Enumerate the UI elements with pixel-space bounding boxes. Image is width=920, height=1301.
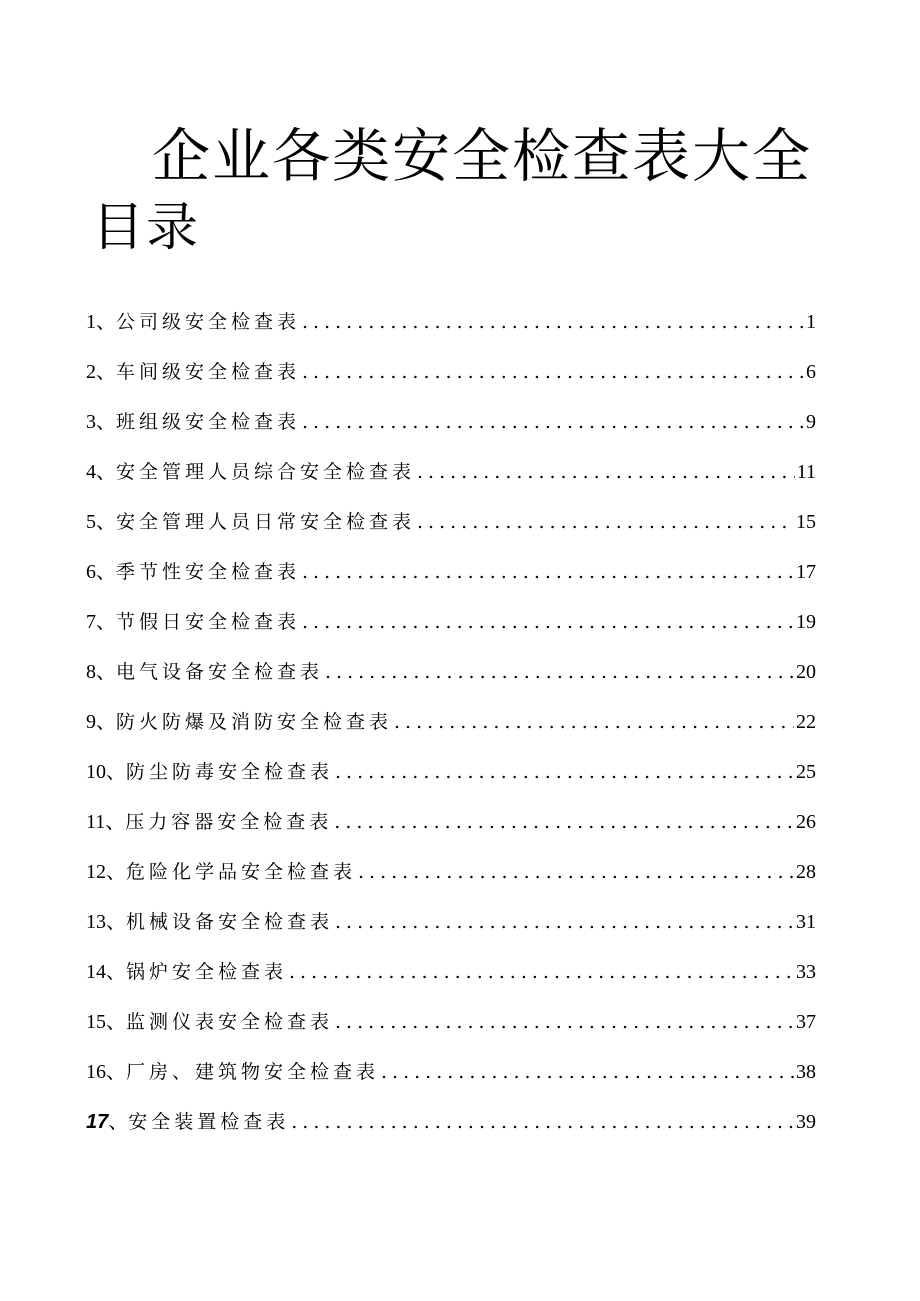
toc-dot-leader <box>302 307 804 337</box>
toc-dot-leader <box>289 957 794 987</box>
toc-entry-page: 33 <box>796 961 816 983</box>
toc-entry-title: 危险化学品安全检查表 <box>126 861 357 883</box>
toc-dot-leader <box>335 1007 794 1037</box>
toc-entry-10[interactable] <box>86 757 816 787</box>
toc-dot-leader <box>335 907 794 937</box>
toc-entry-page: 19 <box>796 611 816 633</box>
toc-entry-title: 安全管理人员日常安全检查表 <box>116 511 416 533</box>
toc-dot-leader <box>302 357 804 387</box>
toc-entry-title: 防尘防毒安全检查表 <box>126 761 334 783</box>
toc-entry-11[interactable] <box>86 807 816 837</box>
toc-entry-number: 16、 <box>86 1061 126 1083</box>
toc-dot-leader <box>334 807 794 837</box>
toc-entry-page: 11 <box>796 461 816 483</box>
toc-entry-13[interactable] <box>86 907 816 937</box>
toc-dot-leader <box>381 1057 794 1087</box>
toc-entry-7[interactable] <box>86 607 816 637</box>
toc-entry-page: 9 <box>806 411 816 433</box>
document-title: 企业各类安全检查表大全 <box>152 122 813 190</box>
toc-entry-number: 11、 <box>86 811 126 833</box>
toc-entry-page: 39 <box>796 1111 816 1133</box>
toc-entry-title: 电气设备安全检查表 <box>116 661 324 683</box>
toc-entry-page: 37 <box>796 1011 816 1033</box>
toc-dot-leader <box>417 457 795 487</box>
toc-entry-page: 6 <box>806 361 816 383</box>
toc-entry-number: 5、 <box>86 511 116 533</box>
toc-entry-17[interactable] <box>86 1107 816 1137</box>
toc-entry-title: 机械设备安全检查表 <box>126 911 334 933</box>
toc-entry-title: 班组级安全检查表 <box>116 411 301 433</box>
toc-dot-leader <box>335 757 794 787</box>
toc-entry-14[interactable] <box>86 957 816 987</box>
toc-entry-title: 季节性安全检查表 <box>116 561 301 583</box>
toc-entry-9[interactable] <box>86 707 816 737</box>
toc-entry-number: 3、 <box>86 411 116 433</box>
toc-entry-number: 9、 <box>86 711 116 733</box>
toc-entry-page: 22 <box>796 711 816 733</box>
toc-entry-title: 锅炉安全检查表 <box>126 961 288 983</box>
toc-entry-number: 1、 <box>86 311 116 333</box>
toc-entry-page: 31 <box>796 911 816 933</box>
toc-entry-title: 节假日安全检查表 <box>116 611 301 633</box>
toc-dot-leader <box>302 607 794 637</box>
toc-dot-leader <box>302 407 804 437</box>
toc-entry-number: 6、 <box>86 561 116 583</box>
toc-entry-number-suffix: 、 <box>108 1111 129 1133</box>
toc-entry-title: 防火防爆及消防安全检查表 <box>116 711 393 733</box>
toc-entry-page: 17 <box>796 561 816 583</box>
toc-entry-title: 安全装置检查表 <box>128 1111 290 1133</box>
toc-entry-15[interactable] <box>86 1007 816 1037</box>
toc-entry-number: 17 <box>86 1111 109 1133</box>
toc-entry-6[interactable] <box>86 557 816 587</box>
toc-dot-leader <box>417 507 794 537</box>
toc-entry-number: 15、 <box>86 1011 126 1033</box>
toc-entry-16[interactable] <box>86 1057 816 1087</box>
toc-entry-number: 10、 <box>86 761 126 783</box>
toc-entry-number: 14、 <box>86 961 126 983</box>
toc-dot-leader <box>325 657 794 687</box>
toc-entry-5[interactable] <box>86 507 816 537</box>
toc-entry-4[interactable] <box>86 457 816 487</box>
toc-entry-1[interactable] <box>86 307 816 337</box>
toc-entry-number: 8、 <box>86 661 116 683</box>
toc-entry-title: 安全管理人员综合安全检查表 <box>116 461 416 483</box>
toc-entry-page: 1 <box>806 311 816 333</box>
toc-entry-number: 7、 <box>86 611 116 633</box>
toc-entry-page: 20 <box>796 661 816 683</box>
toc-dot-leader <box>394 707 794 737</box>
toc-entry-number: 2、 <box>86 361 116 383</box>
toc-entry-2[interactable] <box>86 357 816 387</box>
toc-entry-page: 15 <box>796 511 816 533</box>
toc-entry-page: 26 <box>796 811 816 833</box>
toc-entry-number: 13、 <box>86 911 126 933</box>
toc-entry-3[interactable] <box>86 407 816 437</box>
toc-dot-leader <box>358 857 794 887</box>
toc-entry-page: 38 <box>796 1061 816 1083</box>
toc-dot-leader <box>302 557 794 587</box>
toc-entry-title: 压力容器安全检查表 <box>125 811 333 833</box>
toc-entry-12[interactable] <box>86 857 816 887</box>
toc-entry-title: 车间级安全检查表 <box>116 361 301 383</box>
toc-dot-leader <box>291 1107 794 1137</box>
toc-entry-title: 公司级安全检查表 <box>116 311 301 333</box>
toc-heading: 目录 <box>92 198 201 258</box>
toc-entry-number: 4、 <box>86 461 116 483</box>
toc-entry-title: 厂房、建筑物安全检查表 <box>126 1061 380 1083</box>
toc-entry-title: 监测仪表安全检查表 <box>126 1011 334 1033</box>
toc-entry-page: 28 <box>796 861 816 883</box>
toc-entry-number: 12、 <box>86 861 126 883</box>
toc-entry-page: 25 <box>796 761 816 783</box>
toc-entry-8[interactable] <box>86 657 816 687</box>
